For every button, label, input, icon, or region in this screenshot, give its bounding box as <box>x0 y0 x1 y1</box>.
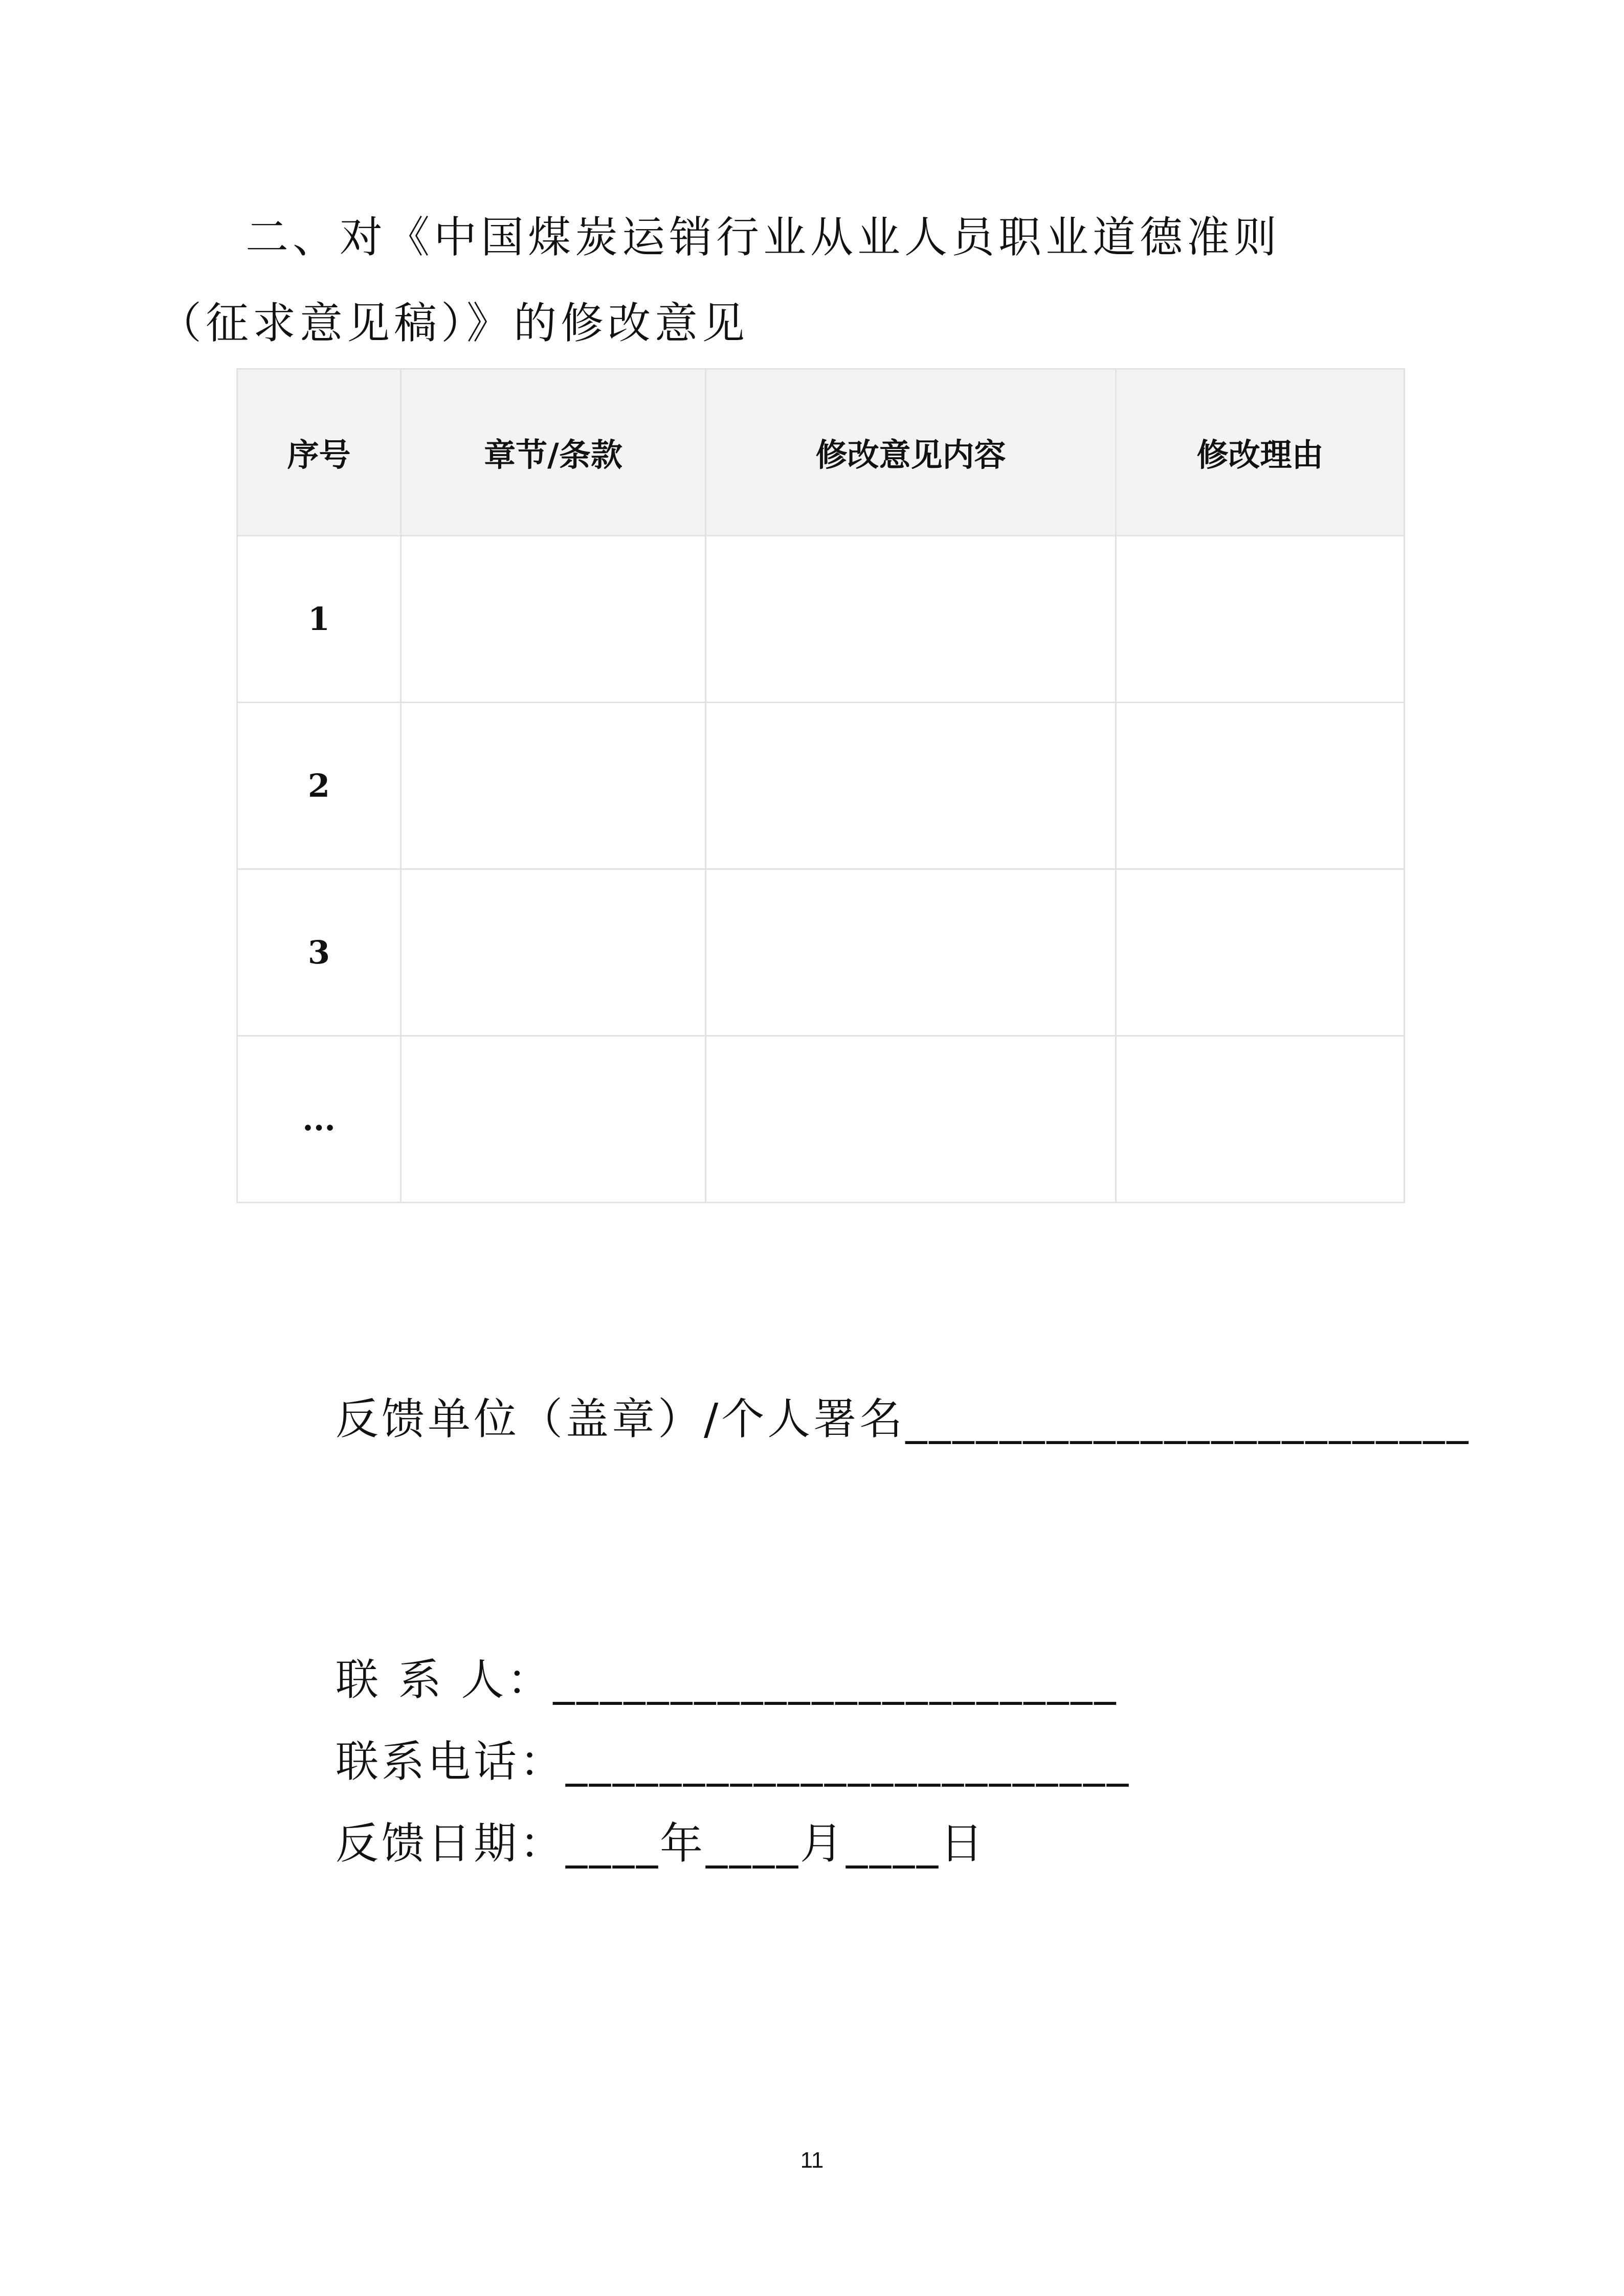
opinion-cell[interactable] <box>706 1036 1116 1203</box>
month-blank[interactable]: ____ <box>706 1818 800 1869</box>
phone-label: 联系电话： <box>336 1737 566 1787</box>
date-label: 反馈日期： <box>336 1818 566 1869</box>
opinion-table <box>236 368 1405 1203</box>
clause-cell[interactable] <box>401 703 706 869</box>
month-label: 月 <box>800 1818 847 1869</box>
contact-label: 联 系 人： <box>336 1655 553 1705</box>
opinion-cell[interactable] <box>706 703 1116 869</box>
section-heading: 二、对《中国煤炭运销行业从业人员职业道德准则（征求意见稿）》的修改意见 <box>159 212 1281 348</box>
page-number: 11 <box>800 2148 824 2173</box>
phone-line <box>336 1734 1130 1790</box>
signature-label: 反馈单位（盖章）/个人署名 <box>336 1394 906 1444</box>
clause-cell[interactable] <box>401 1036 706 1203</box>
signature-blank[interactable]: ________________________ <box>905 1394 1471 1444</box>
opinion-cell[interactable] <box>706 536 1116 703</box>
reason-cell[interactable] <box>1116 703 1405 869</box>
year-blank[interactable]: ____ <box>566 1818 660 1869</box>
day-blank[interactable]: ____ <box>846 1818 941 1869</box>
column-header-index: 序号 <box>237 369 401 536</box>
date-line <box>336 1815 986 1872</box>
row-index: 3 <box>237 869 401 1036</box>
opinion-cell[interactable] <box>706 869 1116 1036</box>
reason-cell[interactable] <box>1116 1036 1405 1203</box>
reason-cell[interactable] <box>1116 869 1405 1036</box>
phone-blank[interactable]: ________________________ <box>566 1737 1131 1787</box>
table-row <box>237 869 1405 1036</box>
contact-blank[interactable]: ________________________ <box>553 1655 1118 1705</box>
clause-cell[interactable] <box>401 536 706 703</box>
table-row <box>237 1036 1405 1203</box>
signature-line <box>336 1391 1470 1447</box>
day-label: 日 <box>940 1818 987 1869</box>
clause-cell[interactable] <box>401 869 706 1036</box>
column-header-reason: 修改理由 <box>1116 369 1405 536</box>
row-index: 2 <box>237 703 401 869</box>
year-label: 年 <box>660 1818 706 1869</box>
row-index: 1 <box>237 536 401 703</box>
row-index: ... <box>237 1036 401 1203</box>
table-row <box>237 703 1405 869</box>
table-row <box>237 536 1405 703</box>
column-header-clause: 章节/条款 <box>401 369 706 536</box>
reason-cell[interactable] <box>1116 536 1405 703</box>
table-header-row <box>237 369 1405 536</box>
column-header-opinion: 修改意见内容 <box>706 369 1116 536</box>
contact-line <box>336 1652 1118 1708</box>
